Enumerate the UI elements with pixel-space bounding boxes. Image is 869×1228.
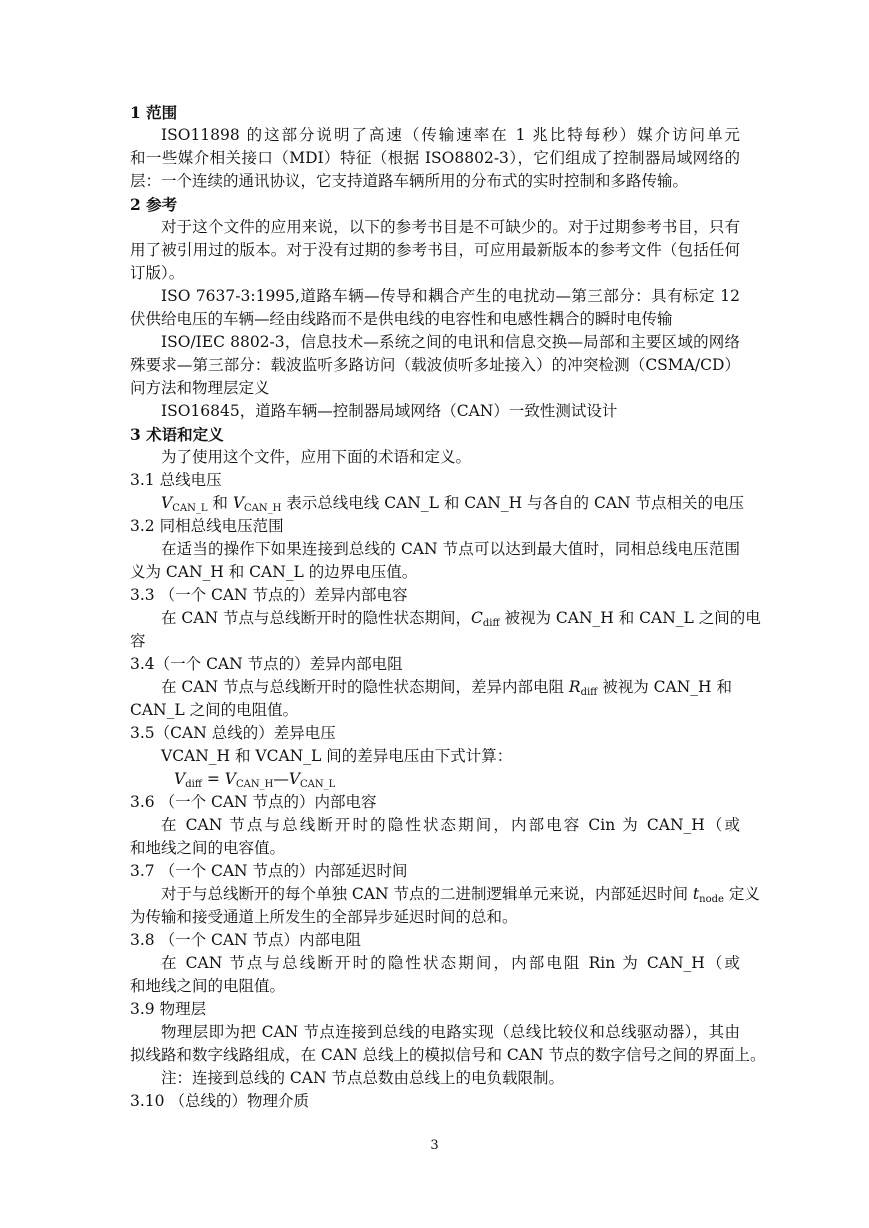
definition-text [130, 676, 740, 699]
reference-entry: 伏供给电压的车辆—经由线路而不是供电线的电容性和电感性耦合的瞬时电传输 [130, 310, 673, 328]
paragraph-line: 用了被引用过的版本。对于没有过期的参考书目，可应用最新版本的参考文件（包括任何 [130, 241, 740, 259]
subscript: CAN_L [172, 503, 208, 514]
definition-text [130, 883, 760, 906]
subscript: diff [185, 779, 202, 790]
definition-heading: 3.7 （一个 CAN 节点的）内部延迟时间 [130, 862, 408, 880]
page-number: 3 [430, 1138, 439, 1153]
subscript: diff [580, 687, 598, 698]
definition-heading: 3.1 总线电压 [130, 471, 222, 489]
text-run: 和 [207, 494, 233, 512]
definition-heading: 3.2 同相总线电压范围 [130, 517, 284, 535]
definition-text: 拟线路和数字线路组成，在 CAN 总线上的模拟信号和 CAN 节点的数字信号之间的界面上。 [130, 1046, 766, 1064]
variable: V [161, 494, 173, 512]
paragraph-line: 层：一个连续的通讯协议，它支持道路车辆所用的分布式的实时控制和多路传输。 [130, 172, 689, 190]
section-heading-references: 2 参考 [130, 195, 178, 214]
subscript: CAN_H [235, 779, 274, 790]
reference-entry: ISO16845，道路车辆—控制器局域网络（CAN）一致性测试设计 [161, 402, 618, 420]
subscript: CAN_H [244, 503, 282, 514]
variable: C [470, 609, 483, 627]
reference-entry: 问方法和物理层定义 [130, 379, 270, 397]
definition-text: 在 CAN 节点与总线断开时的隐性状态期间，内部电容 Cin 为 CAN_H（或 [161, 816, 740, 834]
section-heading-scope: 1 范围 [130, 103, 178, 122]
definition-text: 和地线之间的电容值。 [130, 839, 286, 857]
definition-text: 为传输和接受通道上所发生的全部异步延迟时间的总和。 [130, 908, 518, 926]
paragraph-line: 和一些媒介相关接口（MDI）特征（根据 ISO8802-3），它们组成了控制器局域网络的 [130, 149, 740, 167]
definition-text: 物理层即为把 CAN 节点连接到总线的电路实现（总线比较仪和总线驱动器），其由 [161, 1023, 740, 1041]
subscript: node [699, 894, 724, 905]
text-run: 在 CAN 节点与总线断开时的隐性状态期间，差异内部电阻 [161, 678, 569, 696]
text-run: 表示总线电线 CAN_L 和 CAN_H 与各自的 CAN 节点相关的电压 [281, 494, 745, 512]
definition-heading: 3.6 （一个 CAN 节点的）内部电容 [130, 793, 377, 811]
definition-text: 容 [130, 632, 146, 650]
reference-entry: 殊要求—第三部分：载波监听多路访问（载波侦听多址接入）的冲突检测（CSMA/CD） [130, 356, 740, 374]
text-run: 被视为 CAN_H 和 [597, 678, 732, 696]
definition-text: 义为 CAN_H 和 CAN_L 的边界电压值。 [130, 563, 418, 581]
paragraph-line: 为了使用这个文件，应用下面的术语和定义。 [161, 448, 472, 466]
paragraph-line: 订版）。 [130, 264, 185, 282]
paragraph-line: ISO11898 的这部分说明了高速（传输速率在 1 兆比特每秒）媒介访问单元 [161, 126, 740, 144]
definition-text: 在 CAN 节点与总线断开时的隐性状态期间，内部电阻 Rin 为 CAN_H（或 [161, 954, 740, 972]
definition-heading: 3.8 （一个 CAN 节点）内部电阻 [130, 931, 362, 949]
note-text: 注：连接到总线的 CAN 节点总数由总线上的电负载限制。 [161, 1069, 564, 1087]
paragraph-line: 对于这个文件的应用来说，以下的参考书目是不可缺少的。对于过期参考书目，只有 [161, 218, 740, 236]
definition-text: VCAN_H 和 VCAN_L 间的差异电压由下式计算： [161, 747, 513, 765]
variable: R [568, 678, 581, 696]
section-heading-terms: 3 术语和定义 [130, 425, 224, 444]
reference-entry: ISO/IEC 8802-3，信息技术—系统之间的电讯和信息交换—局部和主要区域的网络 [161, 333, 740, 351]
text-run: 对于与总线断开的每个单独 CAN 节点的二进制逻辑单元来说，内部延迟时间 [161, 885, 693, 903]
definition-text: 和地线之间的电阻值。 [130, 977, 286, 995]
definition-text [130, 607, 761, 630]
variable: V [224, 770, 236, 788]
text-run: 定义 [723, 885, 760, 903]
definition-heading: 3.9 物理层 [130, 1000, 207, 1018]
variable: V [288, 770, 301, 788]
definition-heading: 3.3 （一个 CAN 节点的）差异内部电容 [130, 586, 408, 604]
variable: t [692, 885, 700, 903]
variable: V [174, 770, 186, 788]
text-run: 在 CAN 节点与总线断开时的隐性状态期间， [161, 609, 471, 627]
definition-text [130, 492, 745, 515]
definition-heading: 3.10 （总线的）物理介质 [130, 1092, 309, 1110]
definition-text: 在适当的操作下如果连接到总线的 CAN 节点可以达到最大值时，同相总线电压范围 [161, 540, 740, 558]
minus-sign: — [273, 770, 289, 788]
variable: V [232, 494, 245, 512]
subscript: diff [482, 618, 500, 629]
text-run: = [201, 770, 225, 788]
definition-heading: 3.5（CAN 总线的）差异电压 [130, 724, 336, 742]
definition-text: CAN_L 之间的电阻值。 [130, 701, 299, 719]
formula [130, 768, 740, 791]
reference-entry: ISO 7637-3:1995,道路车辆—传导和耦合产生的电扰动—第三部分：具有标定 12 [161, 287, 740, 305]
text-run: 被视为 CAN_H 和 CAN_L 之间的电 [499, 609, 761, 627]
document-body [130, 101, 766, 1113]
subscript: CAN_L [300, 779, 336, 790]
definition-heading: 3.4（一个 CAN 节点的）差异内部电阻 [130, 655, 403, 673]
